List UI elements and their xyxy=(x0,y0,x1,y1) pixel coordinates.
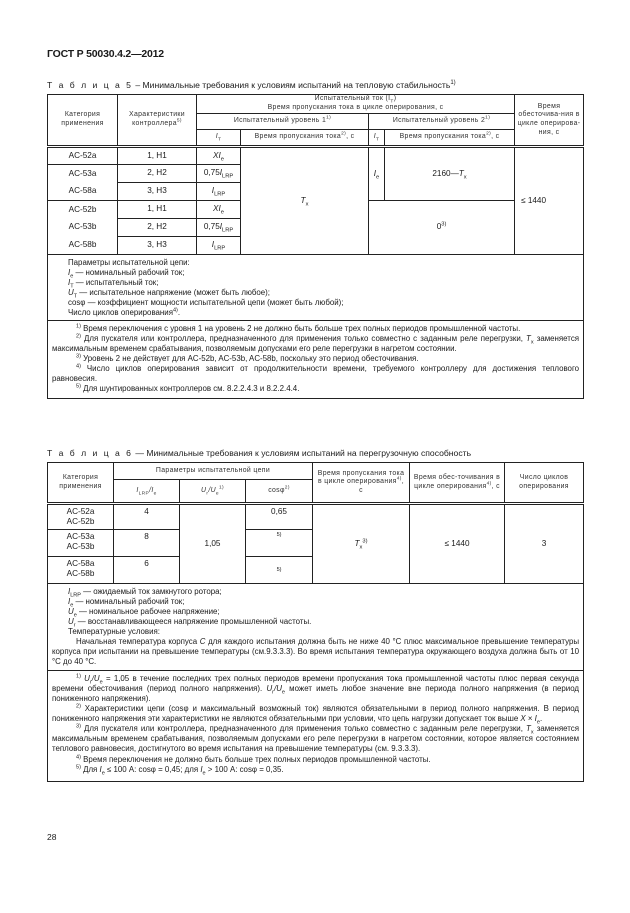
t5-header-passtime1: Время пропускания тока$^{2)}$, с xyxy=(241,130,369,147)
table-row: AC-53a 2, H2 $0,75I_{LRP}$ xyxy=(48,165,584,183)
table-row: AC-53b 2, H2 $0,75I_{LRP}$ xyxy=(48,219,584,237)
t6-header-ur-ue: $U_r/U_e^{1)}$ xyxy=(180,480,246,504)
t5-footnote-1: $^{1)}$ Время переключения с уровня 1 на уровень 2 не должно быть больше трех полных периодов промышленной частоты. xyxy=(76,323,521,334)
t6-ur-ue-value: 1,05 xyxy=(180,504,246,584)
t6-header-deenergize: Время обес-точивания в цикле оперирования$^{4)}$, с xyxy=(410,463,505,504)
t5-zero: 0$^{3)}$ xyxy=(369,201,515,255)
table5 xyxy=(47,94,584,399)
t6-header-ilrp-ie: $I_{LRP}/I_e$ xyxy=(114,480,180,504)
table-row: AC-58a AC-58b 6 5) xyxy=(48,557,584,584)
t5-header-it1: $I_T$ xyxy=(197,130,241,147)
t5-header-it2: $I_T$ xyxy=(369,130,385,147)
t6-deenergize-value: ≤ 1440 xyxy=(410,504,505,584)
t5-header-deenergize: Время обесточива-ния в цикле оперирова-ния, с xyxy=(515,95,584,147)
table-row: AC-52a AC-52b 4 1,05 0,65 $T_x^{3)}$ ≤ 1440 3 xyxy=(48,504,584,530)
t6-footnote-4: $^{4)}$ Время переключения не должно быть больше трех полных периодов промышленной частоты. xyxy=(76,753,431,764)
t6-footnote-3: $^{3)}$ Для пускателя или контроллера, предназначенного для применения только совместно с заданным реле перегрузки, $T_x$ заменяется максимальным временем срабатывания, позволяемым допусками его реле перегрузки в нагретом состоянии, которое является состоянием теплового равновесия, достигнутого во время испытания на превышение температуры (см. 9.3.3.3). xyxy=(52,723,580,754)
t5-header-level1: Испытательный уровень 1$^{1)}$ xyxy=(197,114,369,130)
t5-header-level2: Испытательный уровень 2$^{1)}$ xyxy=(369,114,515,130)
table6 xyxy=(47,462,584,782)
t5-footnote-5: $^{5)}$ Для шунтированных контроллеров см. 8.2.2.4.3 и 8.2.2.4.4. xyxy=(76,383,300,394)
t5-deenergize-value: ≤ 1440 xyxy=(515,147,584,255)
t6-header-cycles: Число циклов оперирования xyxy=(505,463,584,504)
t5-header-test-current: Испытательный ток $(I_T)$ Время пропускания тока в цикле оперирования, с xyxy=(197,95,515,114)
t5-footnote-4: $^{4)}$ Число циклов оперирования зависит от продолжительности времени, требуемого контроллеру для достижения теплового равновесия. xyxy=(52,363,580,384)
t6-pass-time-value: $T_x^{3)}$ xyxy=(313,504,410,584)
table5-label: Т а б л и ц а 5 xyxy=(47,80,133,90)
t6-footnotes xyxy=(48,671,584,781)
t6-header-params: Параметры испытательной цепи xyxy=(114,463,313,480)
t5-level2-time: $2160—T_x$ xyxy=(385,147,515,201)
table6-title: — Минимальные требования к условиям испытаний на перегрузочную способность xyxy=(132,448,472,458)
table-row: AC-52b 1, H1 $XI_e$ 0$^{3)}$ xyxy=(48,201,584,219)
table5-caption: Т а б л и ц а 5 – Минимальные требования к условиям испытаний на тепловую стабильность$^{1)}$ xyxy=(47,80,456,90)
t5-level2-it: $I_e$ xyxy=(369,147,385,201)
t6-footnote-5: $^{5)}$ Для $I_e \le 100$ А: cosφ = 0,45; для $I_e > 100$ А: cosφ = 0,35. xyxy=(76,763,284,777)
table-row: AC-58b 3, H3 $I_{LRP}$ xyxy=(48,237,584,255)
t5-header-passtime2: Время пропускания тока$^{2)}$, с xyxy=(385,130,515,147)
t5-footnote-3: $^{3)}$ Уровень 2 не действует для AC-52b, AC-53b, AC-58b, поскольку это период обесточивания. xyxy=(76,353,419,364)
t5-footnote-2: $^{2)}$ Для пускателя или контроллера, предназначенного для применения только совместно с заданным реле перегрузки, $T_x$ заменяется максимальным временем срабатывания, позволяемым допусками его реле перегрузки в нагретом состоянии. xyxy=(52,333,580,354)
t6-header-cos: cosφ$^{2)}$ xyxy=(246,480,313,504)
t5-tx: $T_x$ xyxy=(241,147,369,255)
t5-header-category: Категория применения xyxy=(48,95,118,147)
table-row: AC-58a 3, H3 $I_{LRP}$ xyxy=(48,183,584,201)
table-row: AC-52a 1, H1 $XI_e$ $T_x$ $I_e$ $2160—T_x$ ≤ 1440 xyxy=(48,147,584,165)
t6-footnote-1: $^{1)}$ $U_r/U_e = 1,05$ в течение последних трех полных периодов времени пропускания тока промышленной частоты плюс первая секунда времени обесточивания (период полного напряжения). $U_r/U_e$ может иметь любое значение вне периода полного напряжения (в период пониженного напряжения). xyxy=(52,673,580,704)
table6-caption xyxy=(47,448,471,458)
t5-header-controller-chars: Характеристики контроллера$^{5)}$ xyxy=(118,95,197,147)
document-id: ГОСТ Р 50030.4.2—2012 xyxy=(47,48,164,60)
t6-params: $I_{LRP}$ — ожидаемый ток замкнутого ротора; $I_e$ — номинальный рабочий ток; $U_e$ — номинальное рабочее напряжение; $U_r$ — восстанавливающееся напряжение промышленной частоты. Температурные условия: Начальная температура корпуса C для каждого испытания должна быть не ниже 40 °С плюс максимальное превышение температуры корпуса при испытании на превышение температуры (см.9.3.3.3). Во время испытания температура окружающего воздуха должна быть от 10 °С до 40 °С. xyxy=(48,584,584,671)
table6-label: Т а б л и ц а 6 xyxy=(47,448,133,458)
table-row: AC-53a AC-53b 8 5) xyxy=(48,530,584,557)
t6-cycles-value: 3 xyxy=(505,504,584,584)
t6-header-pass-time: Время пропускания тока в цикле оперирования$^{4)}$, с xyxy=(313,463,410,504)
t6-temp-conditions: Начальная температура корпуса C для каждого испытания должна быть не ниже 40 °С плюс максимальное превышение температуры корпуса при испытании на превышение температуры (см.9.3.3.3). Во время испытания температура окружающего воздуха должна быть от 10 °С до 40 °С. xyxy=(52,637,580,667)
page-number: 28 xyxy=(47,832,57,842)
table5-title: – Минимальные требования к условиям испытаний на тепловую стабильность xyxy=(132,80,451,90)
t6-header-category: Категория применения xyxy=(48,463,114,504)
t5-params: Параметры испытательной цепи: $I_e$ — номинальный рабочий ток; $I_T$ — испытательный ток; $U_T$ — испытательное напряжение (может быть любое); cosφ — коэффициент мощности испытательной цепи (может быть любой); Число циклов оперирования$^{4)}$. xyxy=(48,255,584,321)
t5-footnotes xyxy=(48,321,584,399)
t6-footnote-2: $^{2)}$ Характеристики цепи (cosφ и максимальный возможный ток) являются обязательными в период полного напряжения. В период пониженного напряжения эти характеристики не являются обязательными при условии, что цепь нагрузки допускает ток выше $X \times I_e$. xyxy=(52,703,580,726)
